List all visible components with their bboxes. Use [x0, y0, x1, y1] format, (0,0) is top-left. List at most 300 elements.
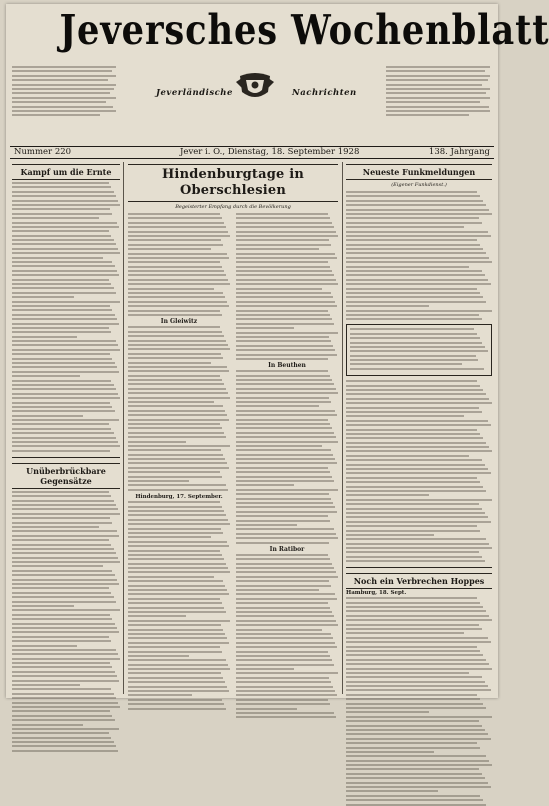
- text-line: [128, 651, 222, 653]
- text-line: [346, 530, 480, 532]
- text-line: [128, 558, 224, 560]
- text-line: [128, 510, 224, 512]
- text-line: [12, 450, 110, 452]
- article-headline: Unüberbrückbare Gegensätze: [12, 463, 120, 489]
- issue-number: Nummer 220: [14, 147, 72, 157]
- news-dek: (Eigener Funkdienst.): [391, 182, 447, 188]
- text-line: [236, 279, 336, 281]
- text-line: [128, 523, 230, 525]
- text-line: [236, 699, 328, 701]
- text-line: [12, 675, 117, 677]
- text-line: [12, 323, 119, 325]
- text-line: [236, 716, 336, 718]
- text-line: [346, 711, 429, 713]
- text-line: [12, 495, 111, 497]
- text-line: [12, 375, 80, 377]
- news-dateline: Hamburg, 18. Sept.: [346, 590, 407, 597]
- text-line: [346, 468, 488, 470]
- text-line: [12, 570, 112, 572]
- text-line: [128, 244, 223, 246]
- text-line: [12, 539, 109, 541]
- text-line: [12, 706, 120, 708]
- text-line: [128, 340, 226, 342]
- text-line: [12, 208, 110, 210]
- text-line: [128, 217, 222, 219]
- text-line: [128, 310, 220, 312]
- text-line: [346, 560, 485, 562]
- text-line: [346, 747, 480, 749]
- text-line: [346, 707, 486, 709]
- text-line: [128, 576, 214, 578]
- text-line: [346, 547, 492, 549]
- text-line: [128, 708, 226, 710]
- text-line: [12, 305, 110, 307]
- text-line: [128, 449, 221, 451]
- text-line: [12, 728, 119, 730]
- text-line: [12, 693, 114, 695]
- text-line: [12, 535, 119, 537]
- text-line: [128, 664, 228, 666]
- text-line: [346, 782, 488, 784]
- article-divider: [346, 567, 492, 568]
- text-line: [12, 384, 114, 386]
- text-line: [12, 340, 116, 342]
- text-line: [346, 619, 492, 621]
- text-line: [236, 484, 294, 486]
- text-line: [346, 790, 438, 792]
- text-line: [346, 217, 479, 219]
- text-line: [236, 690, 335, 692]
- text-line: [128, 388, 226, 390]
- text-line: [236, 441, 338, 443]
- text-line: [236, 651, 328, 653]
- text-line: [12, 191, 114, 193]
- text-line: [346, 597, 477, 599]
- text-line: [346, 446, 489, 448]
- text-line: [236, 668, 294, 670]
- text-line: [236, 659, 332, 661]
- text-line: [346, 244, 480, 246]
- text-line: [12, 213, 112, 215]
- text-line: [346, 248, 483, 250]
- text-line: [236, 436, 336, 438]
- text-line: [128, 454, 223, 456]
- text-line: [12, 737, 111, 739]
- text-line: [346, 420, 488, 422]
- text-line: [236, 449, 331, 451]
- text-line: [12, 301, 120, 303]
- text-line: [12, 614, 110, 616]
- text-line: [346, 668, 492, 670]
- text-line: [346, 610, 486, 612]
- text-line: [236, 462, 337, 464]
- text-line: [12, 235, 111, 237]
- text-line: [12, 579, 117, 581]
- text-line: [346, 624, 479, 626]
- text-line: [128, 270, 224, 272]
- text-line: [12, 715, 112, 717]
- text-line: [236, 213, 328, 215]
- text-line: [12, 195, 116, 197]
- text-line: [128, 585, 225, 587]
- text-line: [128, 484, 226, 486]
- text-line: [12, 565, 103, 567]
- text-line: [346, 512, 485, 514]
- text-line: [128, 213, 220, 215]
- text-line: [128, 353, 221, 355]
- text-line: [346, 301, 486, 303]
- text-line: [236, 397, 329, 399]
- text-line: [12, 645, 77, 647]
- text-line: [236, 615, 334, 617]
- text-line: [12, 522, 112, 524]
- text-line: [236, 327, 294, 329]
- text-line: [236, 542, 329, 544]
- text-line: [346, 521, 491, 523]
- text-line: [128, 326, 220, 328]
- text-line: [128, 357, 223, 359]
- text-line: [128, 589, 227, 591]
- text-line: [128, 348, 230, 350]
- text-line: [12, 666, 112, 668]
- text-line: [128, 231, 228, 233]
- text-line: [236, 471, 330, 473]
- section-heading: In Gleiwitz: [160, 318, 198, 326]
- text-line: [346, 685, 488, 687]
- text-line: [236, 506, 335, 508]
- article-body: [12, 491, 120, 752]
- text-line: [346, 663, 489, 665]
- text-line: [236, 593, 335, 595]
- text-line: [128, 279, 228, 281]
- text-line: [236, 314, 330, 316]
- masthead-subtitle-left: Jeverländische: [156, 88, 233, 98]
- text-line: [128, 489, 228, 491]
- text-line: [128, 476, 222, 478]
- text-line: [128, 458, 225, 460]
- text-line: [346, 429, 477, 431]
- text-line: [236, 677, 329, 679]
- text-line: [346, 733, 488, 735]
- text-line: [12, 296, 74, 298]
- text-line: [236, 646, 337, 648]
- text-line: [12, 745, 116, 747]
- text-line: [128, 248, 211, 250]
- text-line: [12, 419, 119, 421]
- text-line: [236, 288, 322, 290]
- text-line: [346, 499, 492, 501]
- text-line: [128, 690, 229, 692]
- newspaper-page: [6, 4, 549, 698]
- text-line: [12, 609, 120, 611]
- text-line: [236, 261, 328, 263]
- text-line: [128, 296, 225, 298]
- text-line: [12, 548, 114, 550]
- text-line: [346, 398, 489, 400]
- text-line: [12, 627, 117, 629]
- text-line: [346, 380, 477, 382]
- article-body: [236, 213, 338, 721]
- text-line: [12, 186, 111, 188]
- text-line: [128, 331, 222, 333]
- text-line: [346, 681, 485, 683]
- text-line: [12, 596, 114, 598]
- text-line: [236, 642, 335, 644]
- text-line: [346, 235, 491, 237]
- text-line: [346, 310, 492, 312]
- text-line: [236, 292, 331, 294]
- main-headline: Hindenburgtage in Oberschlesien: [128, 164, 338, 202]
- main-article-columns: [128, 213, 338, 721]
- text-line: [346, 551, 479, 553]
- text-line: [236, 664, 334, 666]
- text-line: [346, 676, 482, 678]
- text-line: [12, 605, 74, 607]
- text-line: [236, 537, 338, 539]
- text-line: [236, 515, 328, 517]
- text-line: [12, 719, 115, 721]
- text-line: [346, 615, 489, 617]
- text-line: [12, 649, 116, 651]
- text-line: [128, 383, 224, 385]
- text-line: [350, 328, 474, 330]
- text-line: [12, 544, 111, 546]
- section-heading: In Ratibor: [269, 545, 305, 553]
- text-line: [236, 305, 337, 307]
- text-line: [128, 266, 222, 268]
- text-line: [236, 392, 338, 394]
- text-line: [236, 528, 334, 530]
- text-line: [236, 226, 334, 228]
- text-line: [128, 501, 220, 503]
- text-line: [128, 462, 227, 464]
- text-line: [236, 427, 332, 429]
- text-line: [346, 279, 488, 281]
- text-line: [128, 379, 222, 381]
- text-line: [12, 592, 111, 594]
- text-line: [128, 668, 230, 670]
- text-line: [12, 318, 117, 320]
- text-line: [12, 283, 111, 285]
- text-line: [346, 703, 483, 705]
- text-line: [346, 450, 492, 452]
- text-line: [236, 248, 319, 250]
- text-line: [236, 318, 332, 320]
- text-line: [346, 490, 486, 492]
- text-line: [236, 502, 333, 504]
- text-line: [236, 323, 334, 325]
- text-line: [12, 222, 117, 224]
- text-line: [128, 305, 229, 307]
- text-line: [346, 261, 492, 263]
- text-line: [346, 481, 480, 483]
- text-line: [12, 500, 114, 502]
- text-line: [12, 388, 116, 390]
- text-line: [12, 336, 77, 338]
- text-line: [346, 751, 434, 753]
- text-line: [236, 489, 338, 491]
- text-line: [236, 379, 332, 381]
- text-line: [346, 538, 486, 540]
- text-line: [128, 261, 220, 263]
- text-line: [12, 362, 115, 364]
- text-line: [236, 563, 332, 565]
- text-line: [236, 571, 336, 573]
- text-line: [128, 672, 221, 674]
- text-line: [128, 550, 220, 552]
- text-line: [12, 261, 112, 263]
- text-line: [12, 504, 116, 506]
- volume-number: 138. Jahrgang: [428, 147, 490, 157]
- text-line: [346, 288, 477, 290]
- column-left: [12, 164, 120, 694]
- text-line: [12, 688, 111, 690]
- text-line: [12, 274, 119, 276]
- text-line: [346, 252, 486, 254]
- text-line: [346, 213, 492, 215]
- text-line: [346, 464, 485, 466]
- text-line: [12, 653, 118, 655]
- text-line: [236, 244, 331, 246]
- text-line: [346, 637, 488, 639]
- text-line: [128, 655, 189, 657]
- text-line: [346, 606, 483, 608]
- text-line: [12, 530, 117, 532]
- news-headline: Noch ein Verbrechen Hoppes: [346, 573, 492, 589]
- text-line: [128, 703, 224, 705]
- text-line: [128, 292, 223, 294]
- text-line: [12, 601, 116, 603]
- text-line: [128, 344, 228, 346]
- text-line: [236, 637, 333, 639]
- text-line: [12, 371, 119, 373]
- text-line: [12, 732, 109, 734]
- text-line: [236, 266, 330, 268]
- article-body: [128, 213, 230, 721]
- text-line: [12, 309, 112, 311]
- text-line: [128, 414, 227, 416]
- text-line: [128, 288, 214, 290]
- text-line: [128, 257, 229, 259]
- text-line: [346, 415, 464, 417]
- text-line: [346, 720, 479, 722]
- text-line: [128, 532, 223, 534]
- text-line: [346, 760, 489, 762]
- text-line: [128, 624, 221, 626]
- notice-box: [346, 324, 492, 376]
- text-line: [236, 401, 331, 403]
- text-line: [128, 235, 230, 237]
- text-line: [12, 248, 118, 250]
- text-line: [236, 458, 335, 460]
- text-line: [236, 358, 328, 360]
- text-line: [128, 427, 222, 429]
- text-line: [346, 437, 483, 439]
- text-line: [128, 681, 225, 683]
- text-line: [346, 226, 464, 228]
- text-line: [12, 574, 115, 576]
- text-line: [12, 406, 112, 408]
- text-line: [128, 274, 226, 276]
- text-line: [346, 459, 482, 461]
- article-body: [346, 597, 492, 805]
- main-dek: Begeisterter Empfang durch die Bevölkerung: [175, 204, 291, 210]
- text-line: [236, 520, 330, 522]
- text-line: [346, 385, 480, 387]
- text-line: [236, 454, 333, 456]
- text-line: [12, 750, 118, 752]
- text-line: [346, 393, 486, 395]
- text-line: [12, 631, 119, 633]
- text-line: [346, 632, 464, 634]
- text-line: [236, 222, 332, 224]
- text-line: [236, 611, 332, 613]
- article-divider: [12, 457, 120, 458]
- text-line: [236, 467, 328, 469]
- text-line: [128, 397, 230, 399]
- text-line: [128, 432, 224, 434]
- text-line: [128, 314, 222, 316]
- text-line: [128, 375, 220, 377]
- text-line: [236, 296, 333, 298]
- text-line: [128, 410, 225, 412]
- text-line: [12, 513, 120, 515]
- text-line: [128, 335, 224, 337]
- text-line: [346, 486, 483, 488]
- text-line: [346, 716, 492, 718]
- text-line: [346, 191, 477, 193]
- place-and-date: Jever i. O., Dienstag, 18. September 1928: [180, 147, 360, 157]
- text-line: [128, 441, 186, 443]
- text-line: [236, 493, 329, 495]
- text-line: [346, 508, 482, 510]
- text-line: [12, 508, 118, 510]
- text-line: [346, 503, 479, 505]
- text-line: [12, 432, 114, 434]
- text-line: [350, 359, 478, 361]
- text-line: [346, 799, 483, 801]
- text-line: [12, 287, 114, 289]
- text-line: [236, 231, 336, 233]
- text-line: [346, 543, 489, 545]
- text-line: [346, 209, 489, 211]
- text-line: [128, 514, 226, 516]
- text-line: [12, 684, 80, 686]
- text-line: [346, 455, 469, 457]
- text-line: [12, 358, 112, 360]
- text-line: [346, 729, 485, 731]
- column-rule: [123, 162, 124, 694]
- text-line: [12, 587, 109, 589]
- text-line: [236, 370, 328, 372]
- text-line: [236, 598, 337, 600]
- text-line: [236, 405, 319, 407]
- text-line: [128, 602, 222, 604]
- text-line: [12, 583, 119, 585]
- text-line: [346, 274, 485, 276]
- text-line: [346, 389, 483, 391]
- text-line: [128, 471, 220, 473]
- text-line: [346, 266, 469, 268]
- text-line: [346, 654, 483, 656]
- text-line: [128, 554, 222, 556]
- text-line: [346, 283, 491, 285]
- text-line: [128, 598, 220, 600]
- text-line: [346, 755, 486, 757]
- text-line: [12, 623, 115, 625]
- newspaper-title: Jeversches Wochenblatt: [59, 6, 549, 54]
- text-line: [236, 567, 334, 569]
